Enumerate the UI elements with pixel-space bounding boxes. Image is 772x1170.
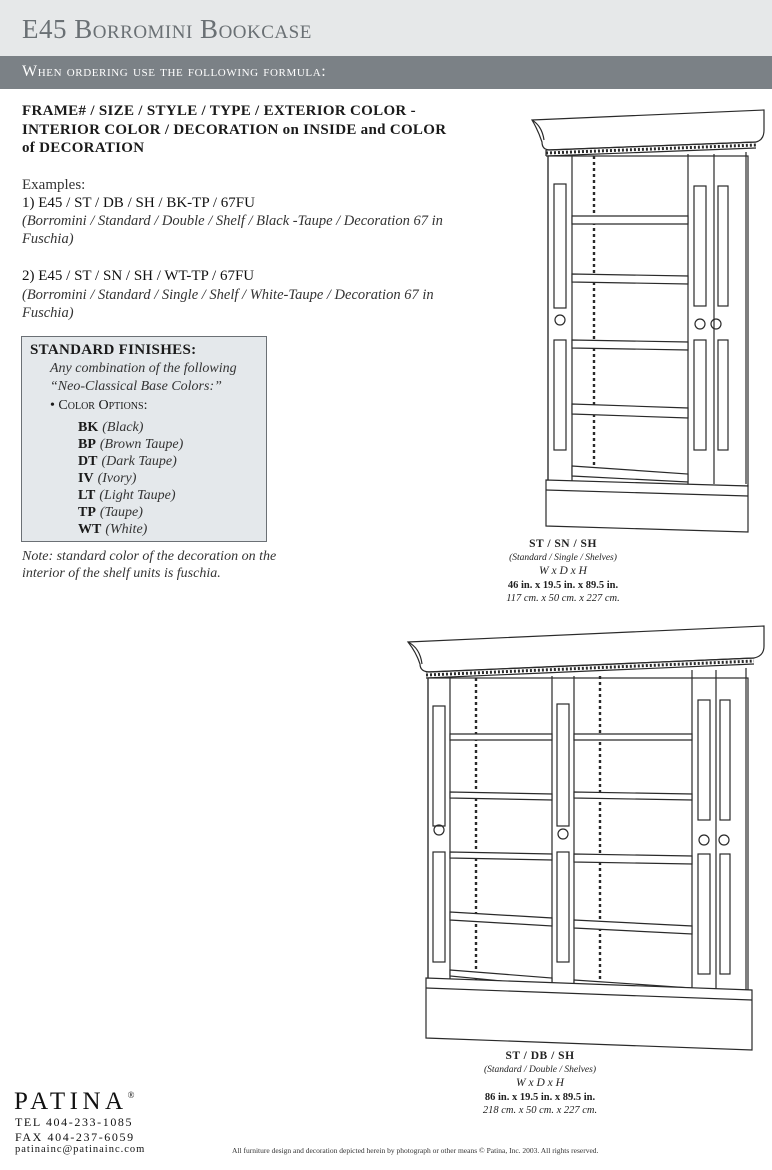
page-title: E45 Borromini Bookcase <box>22 14 312 44</box>
color-option <box>78 436 183 453</box>
color-code: TP <box>78 505 96 520</box>
fax: FAX 404-237-6059 <box>15 1130 135 1144</box>
color-option <box>78 487 176 504</box>
color-options-label: • Color Options: <box>50 398 148 413</box>
example-2-description: (Borromini / Standard / Single / Shelf / White-Taupe / Decoration 67 in Fuschia) <box>22 287 434 321</box>
dimensions-label: W x D x H <box>516 1077 564 1089</box>
dimensions-inches: 46 in. x 19.5 in. x 89.5 in. <box>507 579 619 591</box>
product-description: (Standard / Single / Shelves) <box>509 552 617 563</box>
example-2-code: 2) E45 / ST / SN / SH / WT-TP / 67FU <box>22 268 255 284</box>
registered-mark: ® <box>127 1090 135 1100</box>
dimensions-label: W x D x H <box>539 565 587 577</box>
color-name: (Dark Taupe) <box>101 454 177 469</box>
standard-finishes-box <box>21 336 267 542</box>
finishes-line-1: Any combination of the following <box>50 361 237 376</box>
dimensions-cm: 218 cm. x 50 cm. x 227 cm. <box>482 1105 598 1116</box>
product-code: ST / DB / SH <box>505 1050 575 1062</box>
double-bookcase-caption <box>460 1050 620 1118</box>
email-link[interactable]: patinainc@patinainc.com <box>15 1144 146 1155</box>
color-name: (Black) <box>102 420 144 435</box>
dimensions-inches: 86 in. x 19.5 in. x 89.5 in. <box>484 1091 596 1103</box>
single-bookcase-drawing <box>528 104 768 536</box>
color-code: BK <box>78 420 99 435</box>
color-code: BP <box>78 437 96 452</box>
logo-text: PATINA <box>14 1088 128 1115</box>
color-name: (Ivory) <box>97 471 137 486</box>
color-option <box>78 453 177 470</box>
color-code: DT <box>78 454 98 469</box>
color-code: IV <box>78 471 94 486</box>
double-bookcase-drawing <box>406 620 768 1056</box>
finishes-title: STANDARD FINISHES: <box>30 342 197 358</box>
color-option <box>78 419 143 436</box>
examples-label: Examples: <box>22 177 86 193</box>
finishes-line-2: “Neo-Classical Base Colors:” <box>50 379 222 394</box>
color-name: (Taupe) <box>99 505 143 520</box>
product-code: ST / SN / SH <box>529 538 597 550</box>
telephone: TEL 404-233-1085 <box>15 1115 134 1129</box>
product-description: (Standard / Double / Shelves) <box>483 1064 597 1075</box>
color-name: (Brown Taupe) <box>99 437 184 452</box>
patina-logo <box>14 1088 134 1116</box>
color-option <box>78 470 136 487</box>
color-code: WT <box>78 522 102 537</box>
color-code: LT <box>78 488 96 503</box>
title-band <box>0 0 772 56</box>
order-formula-heading: When ordering use the following formula: <box>22 63 327 80</box>
color-option <box>78 504 143 521</box>
order-formula-bar <box>0 56 772 89</box>
example-1-code: 1) E45 / ST / DB / SH / BK-TP / 67FU <box>22 195 255 211</box>
color-option <box>78 521 147 538</box>
single-bookcase-caption <box>483 538 643 606</box>
copyright-notice: All furniture design and decoration depicted herein by photograph or other means © Patina, Inc. 2003. All rights reserved. <box>232 1146 599 1155</box>
color-name: (White) <box>105 522 148 537</box>
decoration-note: Note: standard color of the decoration on the interior of the shelf units is fuschia. <box>22 549 277 581</box>
order-formula: FRAME# / SIZE / STYLE / TYPE / EXTERIOR COLOR - INTERIOR COLOR / DECORATION on INSIDE and COLOR of DECORATION <box>22 103 447 156</box>
color-name: (Light Taupe) <box>99 488 176 503</box>
example-1-description: (Borromini / Standard / Double / Shelf / Black -Taupe / Decoration 67 in Fuschia) <box>22 213 443 247</box>
dimensions-cm: 117 cm. x 50 cm. x 227 cm. <box>506 593 620 604</box>
